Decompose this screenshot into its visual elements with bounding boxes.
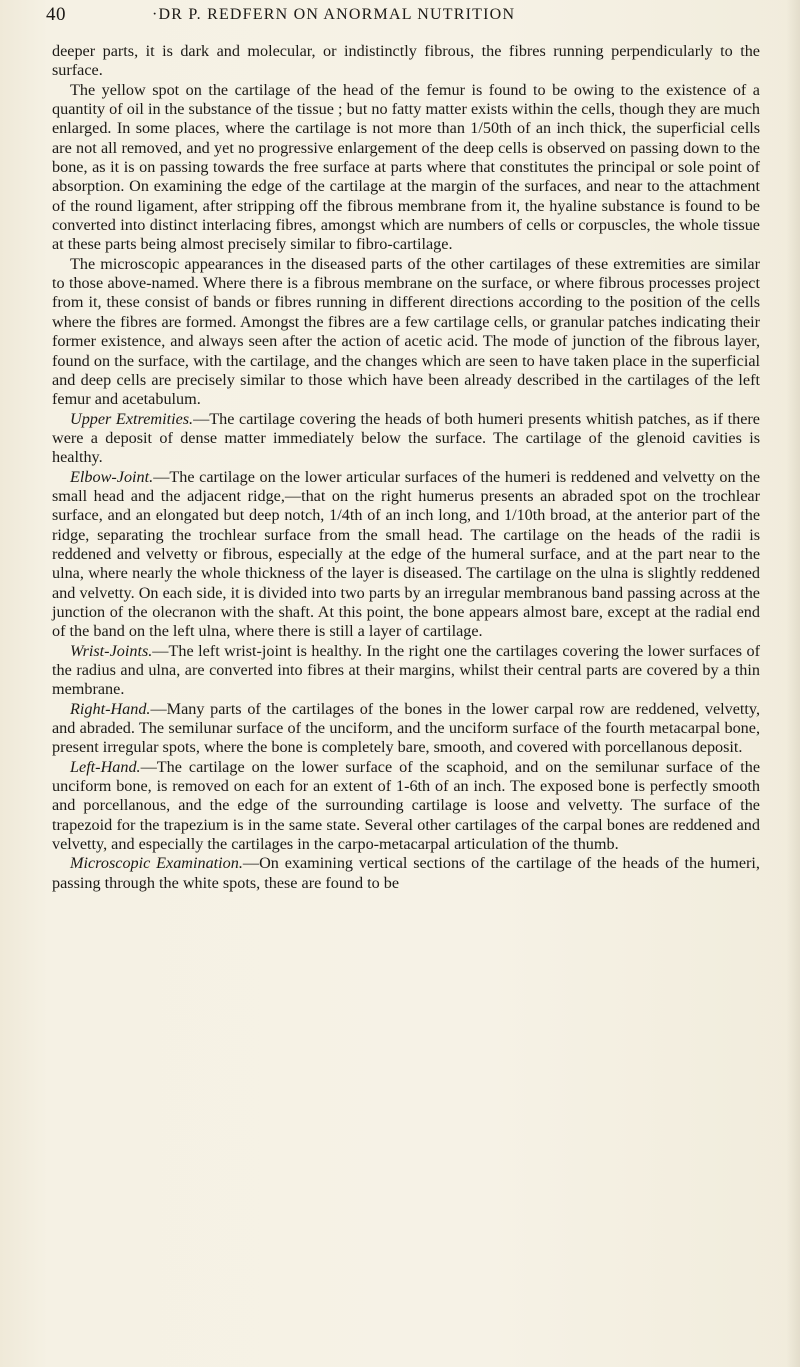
paragraph-text: —The cartilage covering the heads of both humeri presents whitish patches, as if there were a deposit of dense matter immediately below the surface. The cartilage of the glenoid cavities is healthy.	[52, 409, 760, 467]
section-heading-left-hand: Left-Hand.	[70, 757, 141, 776]
page-number: 40	[46, 4, 66, 25]
section-heading-wrist-joints: Wrist-Joints.	[70, 641, 153, 660]
paragraph	[52, 758, 760, 855]
paragraph	[52, 81, 760, 255]
paragraph-text: deeper parts, it is dark and molecular, or indistinctly fibrous, the fibres running perpendicularly to the surface.	[52, 42, 760, 80]
running-head: ·DR P. REDFERN ON ANORMAL NUTRITION	[152, 6, 516, 23]
paragraph	[52, 42, 760, 81]
paragraph-text: —On examining vertical sections of the cartilage of the heads of the humeri, passing through the white spots, these are found to be	[52, 854, 760, 892]
paragraph	[52, 255, 760, 410]
paragraph	[52, 854, 760, 893]
paragraph-text: —Many parts of the cartilages of the bones in the lower carpal row are reddened, velvetty, and abraded. The semilunar surface of the unciform, and the unciform surface of the fourth metacarpal bone, present irregular spots, where the bone is completely bare, smooth, and covered with porcellanous deposit.	[52, 699, 760, 757]
paragraph	[52, 642, 760, 700]
paragraph	[52, 468, 760, 642]
page-edge-shadow	[786, 0, 800, 1367]
page-header	[46, 4, 766, 28]
paragraph-text: The yellow spot on the cartilage of the head of the femur is found to be owing to the existence of a quantity of oil in the substance of the tissue ; but no fatty matter exists within the cells, though they are much enlarged. In some places, where the cartilage is not more than 1/50th of an inch thick, the superficial cells are not all removed, and yet no progressive enlargement of the deep cells is observed on passing down to the bone, as it is on passing towards the free surface at parts where that constitutes the principal or sole point of absorption. On examining the edge of the cartilage at the margin of the surfaces, and near to the attachment of the round ligament, after stripping off the fibrous membrane from it, the hyaline substance is found to be converted into distinct interlacing fibres, amongst which are numbers of cells or corpuscles, the whole tissue at these parts being almost precisely similar to fibro-cartilage.	[52, 80, 760, 254]
section-heading-microscopic-examination: Microscopic Examination.	[70, 854, 243, 873]
section-heading-elbow-joint: Elbow-Joint.	[70, 467, 154, 486]
paragraph-text: —The cartilage on the lower surface of the scaphoid, and on the semilunar surface of the unciform bone, is removed on each for an extent of 1-6th of an inch. The exposed bone is perfectly smooth and porcellanous, and the edge of the surrounding cartilage is loose and velvetty. The surface of the trapezoid for the trapezium is in the same state. Several other cartilages of the carpal bones are reddened and velvetty, and especially the cartilages in the carpo-metacarpal articulation of the thumb.	[52, 757, 760, 854]
section-heading-upper-extremities: Upper Extremities.	[70, 409, 194, 428]
body-text	[52, 42, 760, 893]
paragraph-text: —The cartilage on the lower articular surfaces of the humeri is reddened and velvetty on the small head and the adjacent ridge,—that on the right humerus presents an abraded spot on the trochlear surface, and an elongated but deep notch, 1/4th of an inch long, and 1/10th broad, at the anterior part of the ridge, separating the trochlear surface from the small head. The cartilage on the heads of the radii is reddened and velvetty or fibrous, especially at the edge of the humeral surface, and at the part near to the ulna, where nearly the whole thickness of the layer is diseased. The cartilage on the ulna is slightly reddened and velvetty. On each side, it is divided into two parts by an irregular membranous band passing across at the junction of the olecranon with the shaft. At this point, the bone appears almost bare, except at the radial end of the band on the left ulna, where there is still a layer of cartilage.	[52, 467, 760, 641]
paragraph	[52, 700, 760, 758]
section-heading-right-hand: Right-Hand.	[70, 699, 151, 718]
paragraph	[52, 410, 760, 468]
paragraph-text: —The left wrist-joint is healthy. In the right one the cartilages covering the lower surfaces of the radius and ulna, are converted into fibres at their margins, whilst their central parts are covered by a thin membrane.	[52, 641, 760, 699]
paragraph-text: The microscopic appearances in the diseased parts of the other cartilages of these extremities are similar to those above-named. Where there is a fibrous membrane on the surface, or where fibrous processes project from it, these consist of bands or fibres running in different directions according to the position of the cells where the fibres are formed. Amongst the fibres are a few cartilage cells, or granular patches indicating their former existence, and always seen after the action of acetic acid. The mode of junction of the fibrous layer, found on the surface, with the cartilage, and the changes which are seen to have taken place in the superficial and deep cells are precisely similar to those which have been already described in the cartilages of the left femur and acetabulum.	[52, 254, 760, 409]
